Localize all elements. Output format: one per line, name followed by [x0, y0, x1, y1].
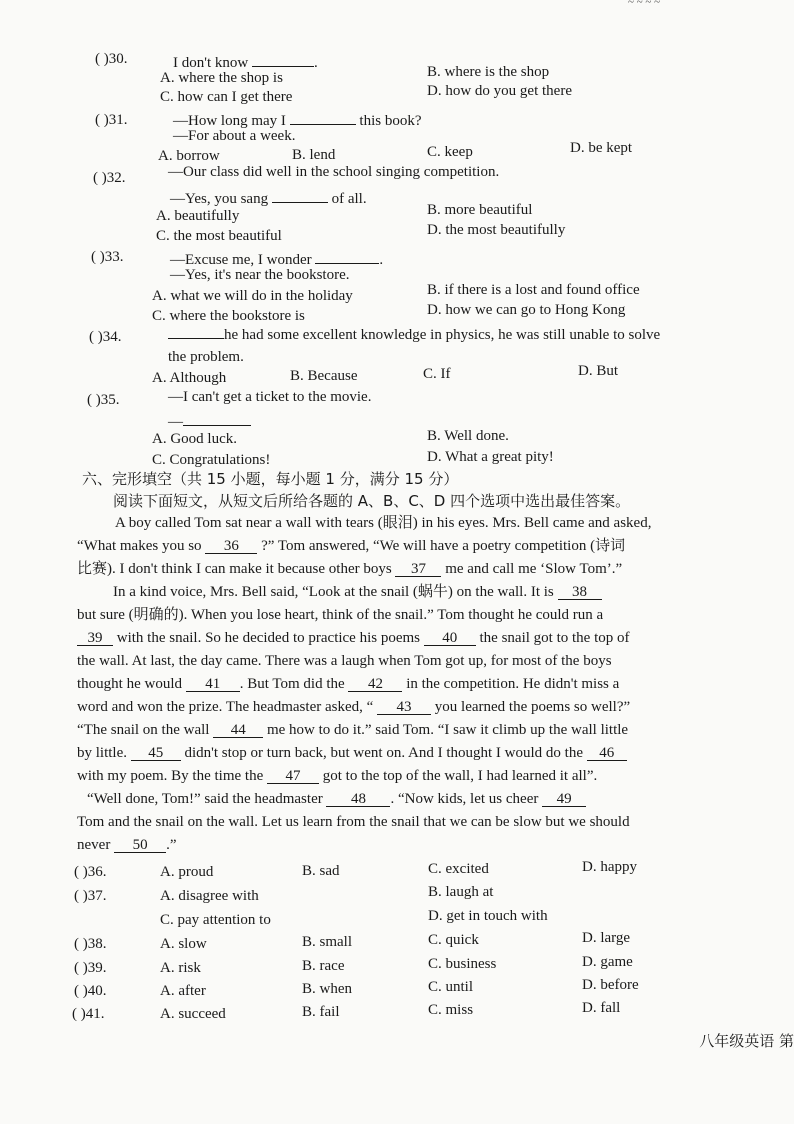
- question-41-number: ( )41.: [72, 1006, 105, 1022]
- q40-option-b[interactable]: B. when: [302, 981, 353, 997]
- question-30-stem-post: .: [313, 55, 318, 71]
- blank-39[interactable]: 39: [77, 628, 113, 646]
- q30-option-d[interactable]: D. how do you get there: [427, 83, 572, 99]
- q35-option-a[interactable]: A. Good luck.: [152, 431, 238, 447]
- question-35-blank[interactable]: [183, 408, 251, 426]
- question-34-blank[interactable]: [168, 321, 224, 339]
- question-38-number: ( )38.: [74, 936, 107, 952]
- q33-option-a[interactable]: A. what we will do in the holiday: [152, 288, 353, 304]
- q36-option-b[interactable]: B. sad: [302, 863, 340, 879]
- q33-option-d[interactable]: D. how we can go to Hong Kong: [427, 302, 626, 318]
- passage-line: but sure (明确的). When you lose heart, think of the snail.” Tom thought he could run a: [77, 607, 604, 623]
- q40-option-d[interactable]: D. before: [582, 977, 639, 993]
- question-30-number: ( )30.: [95, 51, 128, 67]
- q37-option-d[interactable]: D. get in touch with: [428, 908, 548, 924]
- q32-option-c[interactable]: C. the most beautiful: [156, 228, 282, 244]
- q32-option-d[interactable]: D. the most beautifully: [427, 222, 566, 238]
- blank-41[interactable]: 41: [186, 674, 240, 692]
- section-6-title: 六、完形填空（共 15 小题，每小题 1 分，满分 15 分）: [82, 470, 459, 488]
- passage-line: by little. 45 didn't stop or turn back, but went on. And I thought I would do the 46: [77, 742, 717, 765]
- blank-44[interactable]: 44: [213, 720, 263, 738]
- q39-option-b[interactable]: B. race: [302, 958, 345, 974]
- blank-36[interactable]: 36: [205, 536, 257, 554]
- q39-option-c[interactable]: C. business: [428, 956, 497, 972]
- q34-option-c[interactable]: C. If: [423, 366, 451, 382]
- blank-40[interactable]: 40: [424, 628, 476, 646]
- header-scratch: ~ ~ ~ ~: [628, 0, 661, 8]
- q31-option-d[interactable]: D. be kept: [570, 140, 633, 156]
- q31-option-c[interactable]: C. keep: [427, 144, 473, 160]
- q38-option-c[interactable]: C. quick: [428, 932, 479, 948]
- question-34-line2: the problem.: [168, 349, 244, 365]
- q36-option-d[interactable]: D. happy: [582, 859, 638, 875]
- question-32-stem: —Our class did well in the school singing competition.: [168, 164, 500, 180]
- q33-option-b[interactable]: B. if there is a lost and found office: [427, 282, 640, 298]
- q41-option-c[interactable]: C. miss: [428, 1002, 474, 1018]
- passage-line: “What makes you so 36 ?” Tom answered, “We will have a poetry competition (诗词: [77, 538, 626, 554]
- q31-option-a[interactable]: A. borrow: [158, 148, 220, 164]
- q30-option-a[interactable]: A. where the shop is: [160, 70, 283, 86]
- passage-line: word and won the prize. The headmaster asked, “ 43 you learned the poems so well?”: [77, 699, 631, 715]
- q41-option-d[interactable]: D. fall: [582, 1000, 621, 1016]
- passage-line: thought he would 41 . But Tom did the 42 in the competition. He didn't miss a: [77, 676, 620, 692]
- question-40-number: ( )40.: [74, 983, 107, 999]
- question-32-number: ( )32.: [93, 170, 126, 186]
- blank-48[interactable]: 48: [326, 789, 390, 807]
- blank-38[interactable]: 38: [558, 582, 602, 600]
- question-31-line2: —For about a week.: [173, 128, 296, 144]
- page-footer: 八年级英语 第: [699, 1032, 794, 1050]
- blank-43[interactable]: 43: [377, 697, 431, 715]
- q38-option-d[interactable]: D. large: [582, 930, 631, 946]
- passage-line: A boy called Tom sat near a wall with tears (眼泪) in his eyes. Mrs. Bell came and asked,: [115, 515, 652, 531]
- q31-option-b[interactable]: B. lend: [292, 147, 336, 163]
- question-30-blank[interactable]: [252, 49, 314, 67]
- question-39-number: ( )39.: [74, 960, 107, 976]
- q30-option-c[interactable]: C. how can I get there: [160, 89, 293, 105]
- q35-option-c[interactable]: C. Congratulations!: [152, 452, 271, 468]
- q37-option-b[interactable]: B. laugh at: [428, 884, 494, 900]
- q30-option-b[interactable]: B. where is the shop: [427, 64, 550, 80]
- q34-option-d[interactable]: D. But: [578, 363, 619, 379]
- q36-option-c[interactable]: C. excited: [428, 861, 489, 877]
- q38-option-a[interactable]: A. slow: [160, 936, 207, 952]
- q36-option-a[interactable]: A. proud: [160, 864, 214, 880]
- q37-option-a[interactable]: A. disagree with: [160, 888, 259, 904]
- question-36-number: ( )36.: [74, 864, 107, 880]
- q35-option-b[interactable]: B. Well done.: [427, 428, 509, 444]
- blank-50[interactable]: 50: [114, 835, 166, 853]
- q34-option-a[interactable]: A. Although: [152, 370, 227, 386]
- blank-47[interactable]: 47: [267, 766, 319, 784]
- section-6-instruction: 阅读下面短文，从短文后所给各题的 A、B、C、D 四个选项中选出最佳答案。: [113, 492, 631, 510]
- question-33-number: ( )33.: [91, 249, 124, 265]
- blank-37[interactable]: 37: [395, 559, 441, 577]
- q34-option-b[interactable]: B. Because: [290, 368, 358, 384]
- question-33-stem: —Excuse me, I wonder .: [170, 246, 383, 270]
- q41-option-b[interactable]: B. fail: [302, 1004, 340, 1020]
- passage-line: “Well done, Tom!” said the headmaster 48 . “Now kids, let us cheer 49: [77, 788, 717, 811]
- question-31-number: ( )31.: [95, 112, 128, 128]
- passage-line: never 50 .”: [77, 837, 177, 853]
- q37-option-c[interactable]: C. pay attention to: [160, 912, 271, 928]
- q32-option-b[interactable]: B. more beautiful: [427, 202, 533, 218]
- passage-line: with my poem. By the time the 47 got to the top of the wall, I had learned it all”.: [77, 768, 598, 784]
- passage-line: “The snail on the wall 44 me how to do it.” said Tom. “I saw it climb up the wall little: [77, 722, 629, 738]
- blank-46[interactable]: 46: [587, 743, 627, 761]
- question-34-stem: he had some excellent knowledge in physics, he was still unable to solve: [168, 321, 660, 345]
- blank-45[interactable]: 45: [131, 743, 181, 761]
- question-37-number: ( )37.: [74, 888, 107, 904]
- cloze-passage: [77, 512, 717, 857]
- q39-option-a[interactable]: A. risk: [160, 960, 201, 976]
- question-35-line2: —: [168, 408, 251, 432]
- question-34-number: ( )34.: [89, 329, 122, 345]
- q40-option-c[interactable]: C. until: [428, 979, 474, 995]
- q32-option-a[interactable]: A. beautifully: [156, 208, 240, 224]
- passage-line: In a kind voice, Mrs. Bell said, “Look at the snail (蜗牛) on the wall. It is 38: [77, 581, 717, 604]
- passage-line: the wall. At last, the day came. There was a laugh when Tom got up, for most of the boys: [77, 653, 612, 669]
- q38-option-b[interactable]: B. small: [302, 934, 353, 950]
- q33-option-c[interactable]: C. where the bookstore is: [152, 308, 305, 324]
- passage-line: 39 with the snail. So he decided to practice his poems 40 the snail got to the top of: [77, 627, 717, 650]
- question-31-blank[interactable]: [290, 107, 356, 125]
- question-31-stem: —How long may I this book?: [173, 107, 422, 131]
- question-33-line2: —Yes, it's near the bookstore.: [170, 267, 350, 283]
- q35-option-d[interactable]: D. What a great pity!: [427, 449, 554, 465]
- passage-line: 比赛). I don't think I can make it because other boys 37 me and call me ‘Slow Tom’.”: [77, 561, 623, 577]
- q39-option-d[interactable]: D. game: [582, 954, 633, 970]
- blank-49[interactable]: 49: [542, 789, 586, 807]
- question-35-number: ( )35.: [87, 392, 120, 408]
- q40-option-a[interactable]: A. after: [160, 983, 206, 999]
- question-32-line2: —Yes, you sang of all.: [170, 185, 367, 209]
- question-30-stem-pre: I don't know: [173, 55, 249, 71]
- question-32-blank[interactable]: [272, 185, 328, 203]
- q41-option-a[interactable]: A. succeed: [160, 1006, 226, 1022]
- question-33-blank[interactable]: [315, 246, 379, 264]
- question-35-stem: —I can't get a ticket to the movie.: [168, 389, 372, 405]
- blank-42[interactable]: 42: [348, 674, 402, 692]
- passage-line: Tom and the snail on the wall. Let us learn from the snail that we can be slow but we should: [77, 814, 630, 830]
